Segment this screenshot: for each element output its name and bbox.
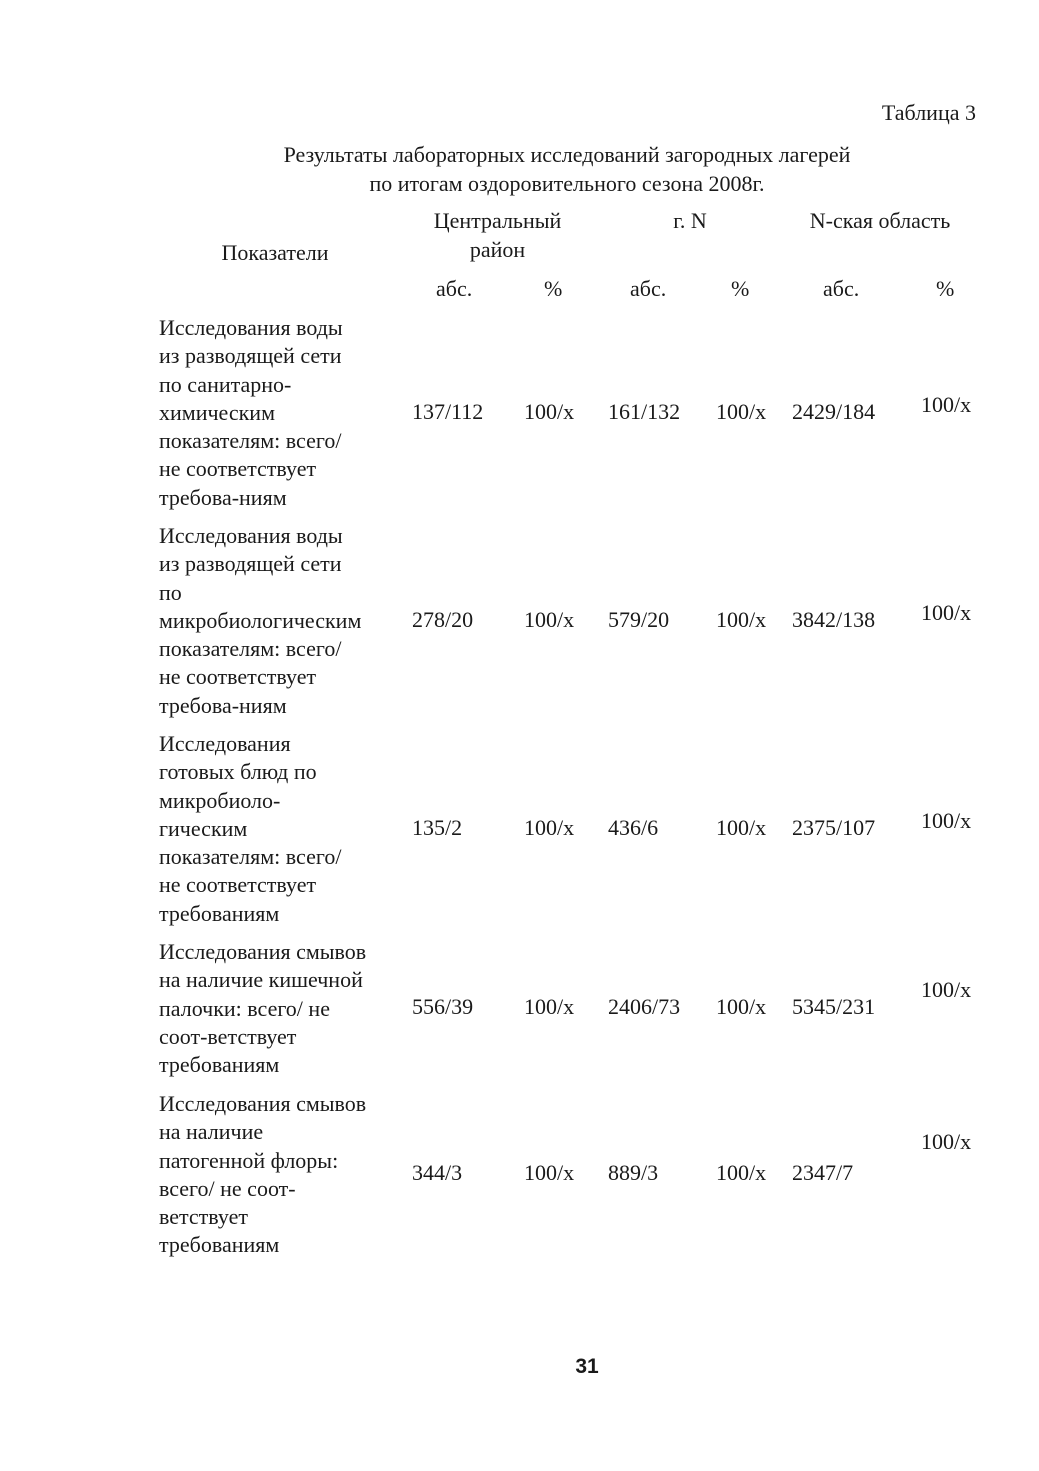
row-label-line: требованиям bbox=[159, 900, 280, 926]
cell-central-abs: 278/20 bbox=[412, 607, 474, 632]
row-label-line: химическим bbox=[159, 399, 275, 425]
row-label-line: из разводящей сети bbox=[159, 551, 342, 577]
cell-central-percent: 100/x bbox=[524, 994, 575, 1019]
cell-oblast-percent: 100/x bbox=[921, 1129, 972, 1154]
cell-city-percent: 100/x bbox=[716, 399, 767, 424]
cell-city-abs: 161/132 bbox=[608, 399, 681, 424]
row-label-line: Исследования смывов bbox=[159, 939, 367, 964]
row-label-line: микробиологическим bbox=[159, 607, 362, 633]
row-label-line: по санитарно- bbox=[159, 371, 292, 397]
row-label-line: по bbox=[159, 579, 182, 605]
title-line-2: по итогам оздоровительного сезона 2008г. bbox=[369, 171, 765, 196]
row-label-line: на наличие кишечной bbox=[159, 967, 363, 993]
subheader-central-abs: абс. bbox=[436, 276, 473, 301]
cell-city-abs: 579/20 bbox=[608, 607, 670, 632]
cell-central-abs: 344/3 bbox=[412, 1160, 463, 1185]
row-label-line: всего/ не соот- bbox=[159, 1175, 296, 1201]
row-label-line: ветствует bbox=[159, 1204, 249, 1230]
row-label-line: показателям: всего/ bbox=[159, 636, 342, 662]
title-line-1: Результаты лабораторных исследований загородных лагерей bbox=[283, 142, 851, 167]
row-label-line: Исследования воды bbox=[159, 523, 343, 548]
cell-central-abs: 137/112 bbox=[412, 399, 484, 424]
row-label bbox=[159, 1090, 399, 1260]
row-label-line: показателям: всего/ bbox=[159, 428, 342, 454]
table-caption: Таблица 3 bbox=[881, 100, 976, 125]
cell-city-percent: 100/x bbox=[716, 815, 767, 840]
cell-central-abs: 556/39 bbox=[412, 994, 474, 1019]
subheader-oblast-abs: абс. bbox=[823, 276, 860, 301]
row-label-line: не соответствует bbox=[159, 664, 317, 690]
row-label-line: из разводящей сети bbox=[159, 343, 342, 369]
row-label-line: готовых блюд по bbox=[159, 759, 317, 785]
row-label bbox=[159, 730, 399, 928]
cell-oblast-abs: 5345/231 bbox=[792, 994, 876, 1019]
table-title bbox=[0, 140, 1039, 198]
header-central-line-1: Центральный bbox=[433, 208, 562, 233]
subheader-city-percent: % bbox=[731, 276, 750, 301]
row-label-line: требованиям bbox=[159, 1232, 280, 1258]
cell-oblast-percent: 100/x bbox=[921, 600, 972, 625]
row-label-line: не соответствует bbox=[159, 456, 317, 482]
cell-city-percent: 100/x bbox=[716, 1160, 767, 1185]
row-label-line: не соответствует bbox=[159, 872, 317, 898]
subheader-oblast-percent: % bbox=[936, 276, 955, 301]
row-label-line: показателям: всего/ bbox=[159, 844, 342, 870]
cell-oblast-abs: 2347/7 bbox=[792, 1160, 854, 1185]
row-label-line: требова-ниям bbox=[159, 692, 287, 718]
cell-city-abs: 889/3 bbox=[608, 1160, 659, 1185]
cell-city-percent: 100/x bbox=[716, 607, 767, 632]
header-indicator: Показатели bbox=[221, 240, 329, 265]
cell-oblast-percent: 100/x bbox=[921, 808, 972, 833]
header-central-district bbox=[415, 206, 580, 264]
row-label-line: требованиям bbox=[159, 1052, 280, 1078]
row-label-line: палочки: всего/ не bbox=[159, 995, 330, 1021]
header-city: г. N bbox=[673, 208, 707, 233]
cell-oblast-abs: 3842/138 bbox=[792, 607, 876, 632]
cell-central-percent: 100/x bbox=[524, 815, 575, 840]
row-label-line: гическим bbox=[159, 815, 248, 841]
cell-oblast-percent: 100/x bbox=[921, 977, 972, 1002]
row-label-line: Исследования смывов bbox=[159, 1091, 367, 1116]
row-label bbox=[159, 938, 399, 1079]
row-label-line: Исследования bbox=[159, 731, 291, 756]
row-label-line: патогенной флоры: bbox=[159, 1147, 339, 1173]
header-oblast: N-ская область bbox=[809, 208, 951, 233]
cell-city-percent: 100/x bbox=[716, 994, 767, 1019]
row-label-line: требова-ниям bbox=[159, 484, 287, 510]
cell-oblast-abs: 2429/184 bbox=[792, 399, 876, 424]
subheader-city-abs: абс. bbox=[630, 276, 667, 301]
cell-central-percent: 100/x bbox=[524, 607, 575, 632]
page-number: 31 bbox=[575, 1355, 599, 1378]
cell-central-percent: 100/x bbox=[524, 1160, 575, 1185]
row-label bbox=[159, 314, 399, 512]
header-central-line-2: район bbox=[469, 237, 526, 262]
row-label-line: соот-ветствует bbox=[159, 1023, 297, 1049]
cell-central-percent: 100/x bbox=[524, 399, 575, 424]
row-label bbox=[159, 522, 399, 720]
row-label-line: на наличие bbox=[159, 1119, 264, 1145]
cell-central-abs: 135/2 bbox=[412, 815, 463, 840]
cell-oblast-abs: 2375/107 bbox=[792, 815, 876, 840]
row-label-line: микробиоло- bbox=[159, 787, 281, 813]
cell-city-abs: 436/6 bbox=[608, 815, 659, 840]
subheader-central-percent: % bbox=[544, 276, 563, 301]
cell-city-abs: 2406/73 bbox=[608, 994, 681, 1019]
row-label-line: Исследования воды bbox=[159, 315, 343, 340]
cell-oblast-percent: 100/x bbox=[921, 392, 972, 417]
